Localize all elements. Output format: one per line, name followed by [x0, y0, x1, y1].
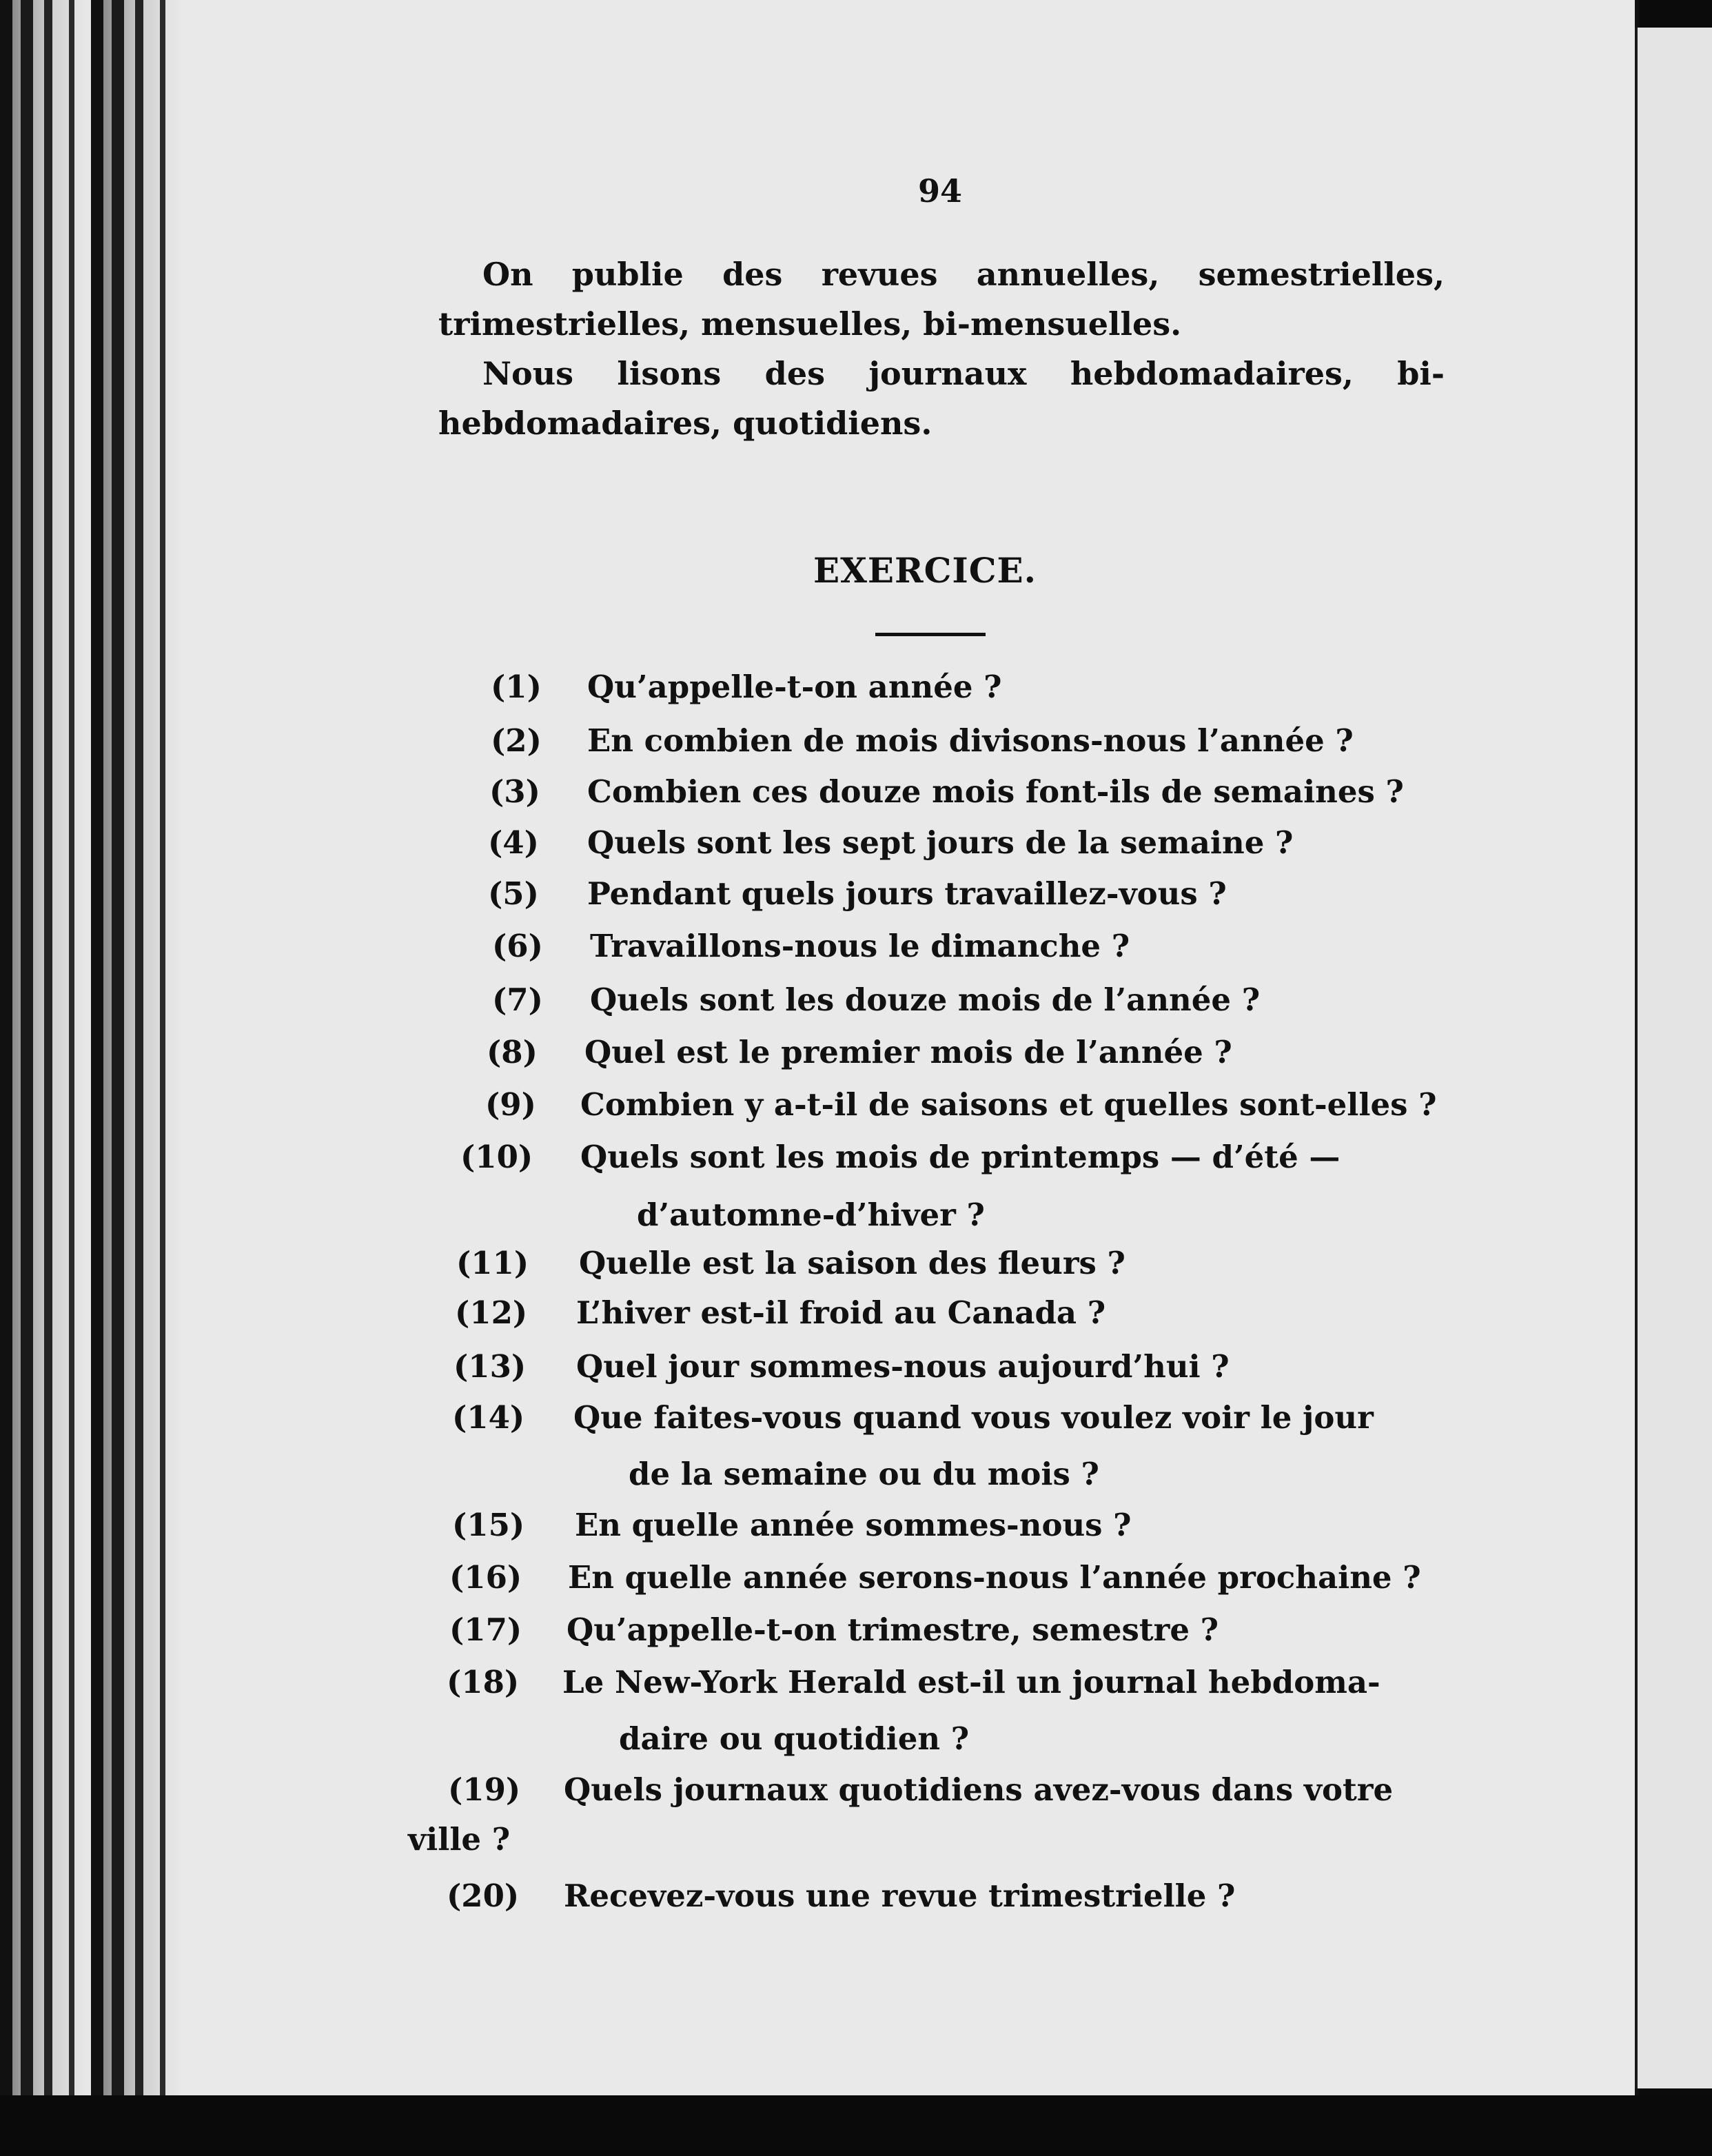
question-text: Combien y a-t-il de saisons et quelles sont-elles ? [580, 1086, 1437, 1123]
question-continuation: d’automne-d’hiver ? [637, 1197, 985, 1233]
question-number: (9) [485, 1086, 536, 1123]
question-number: (1) [491, 669, 542, 705]
question-number: (5) [488, 875, 539, 912]
question-continuation: daire ou quotidien ? [619, 1720, 970, 1757]
question-number: (20) [447, 1878, 520, 1914]
paragraph-revues: On publie des revues annuelles, semestrielles, trimestrielles, mensuelles, bi-mensuelles. [438, 256, 1445, 343]
question-number: (6) [492, 928, 543, 964]
question-text: L’hiver est-il froid au Canada ? [576, 1294, 1106, 1331]
question-number: (17) [449, 1611, 522, 1648]
question-text: En quelle année serons-nous l’année prochaine ? [568, 1559, 1421, 1596]
question-number: (12) [455, 1294, 528, 1331]
question-text: Quels journaux quotidiens avez-vous dans votre [564, 1771, 1394, 1808]
question-text: Quels sont les douze mois de l’année ? [590, 982, 1261, 1018]
question-number: (8) [487, 1034, 538, 1070]
question-text: Combien ces douze mois font-ils de semaines ? [587, 773, 1404, 810]
question-text: Quelle est la saison des fleurs ? [579, 1245, 1125, 1281]
question-number: (13) [454, 1348, 527, 1385]
question-text: Quels sont les mois de printemps — d’été — [580, 1139, 1341, 1175]
question-text: Recevez-vous une revue trimestrielle ? [564, 1878, 1236, 1914]
question-text: En combien de mois divisons-nous l’année ? [587, 722, 1354, 759]
question-number: (4) [488, 824, 539, 861]
question-text: Le New-York Herald est-il un journal hebdoma- [562, 1664, 1380, 1700]
question-text: Quel jour sommes-nous aujourd’hui ? [576, 1348, 1230, 1385]
question-continuation: ville ? [408, 1821, 511, 1858]
question-number: (14) [452, 1399, 525, 1436]
paragraph-journaux: Nous lisons des journaux hebdomadaires, bi-hebdomadaires, quotidiens. [438, 355, 1445, 442]
question-text: En quelle année sommes-nous ? [575, 1507, 1132, 1543]
question-text: Qu’appelle-t-on année ? [587, 669, 1002, 705]
question-number: (16) [449, 1559, 522, 1596]
exercise-heading: EXERCICE. [813, 550, 1037, 591]
question-text: Quel est le premier mois de l’année ? [584, 1034, 1232, 1070]
question-number: (11) [456, 1245, 529, 1281]
question-number: (3) [489, 773, 540, 810]
question-text: Pendant quels jours travaillez-vous ? [587, 875, 1227, 912]
question-text: Travaillons-nous le dimanche ? [590, 928, 1130, 964]
question-text: Qu’appelle-t-on trimestre, semestre ? [567, 1611, 1219, 1648]
question-number: (7) [492, 982, 543, 1018]
question-text: Quels sont les sept jours de la semaine ? [587, 824, 1294, 861]
question-number: (18) [447, 1664, 520, 1700]
question-continuation: de la semaine ou du mois ? [629, 1456, 1099, 1492]
question-number: (19) [448, 1771, 521, 1808]
question-number: (2) [491, 722, 542, 759]
page-number: 94 [918, 172, 963, 210]
question-text: Que faites-vous quand vous voulez voir le jour [573, 1399, 1374, 1436]
question-number: (10) [460, 1139, 533, 1175]
question-number: (15) [452, 1507, 525, 1543]
